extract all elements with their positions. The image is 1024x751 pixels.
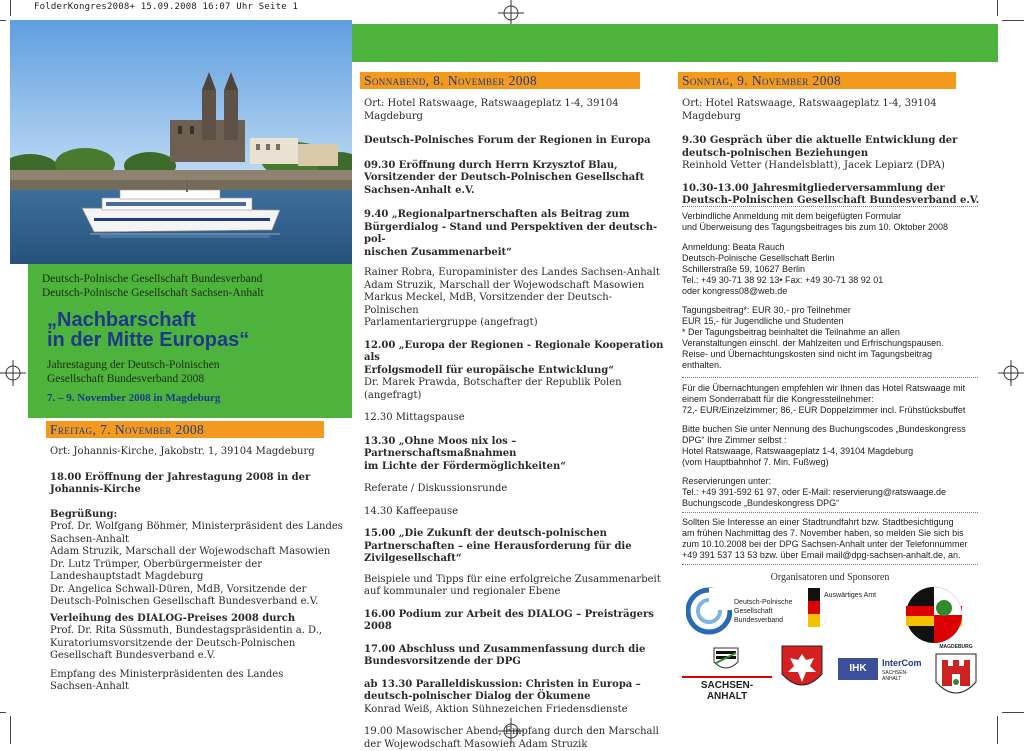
event-title: 15.00 „Die Zukunft der deutsch-polnischen Partnerschaften – eine Herausforderung für die Zivilgesellschaft“ <box>364 528 632 564</box>
logo-text: Bundesverband <box>734 617 784 624</box>
logo-text: SACHSEN-ANHALT <box>682 676 772 702</box>
title-panel <box>28 264 352 418</box>
fee-info: Tagungsbeitrag*: EUR 30,- pro Teilnehmer EUR 15,- für Jugendliche und Studenten * Der Tagungsbeitrag beinhaltet die Teilnahme an allen Veranstaltungen einschl. der Mahlzeiten und Erfrischungspausen. Reise- und Übernachtungskosten sind nicht im Tagungsbeitrag enthalten. <box>682 305 944 370</box>
event-title: 10.30-13.00 Jahresmitgliederversammlung der Deutsch-Polnischen Gesellschaft Bundesverband e.V. <box>682 182 980 206</box>
break-text: 14.30 Kaffeepause <box>364 505 459 517</box>
dpg-logo <box>686 586 806 640</box>
forum-title: Deutsch-Polnisches Forum der Regionen in Europa <box>364 135 651 146</box>
reception-text: Empfang des Ministerpräsidenten des Landes Sachsen-Anhalt <box>50 668 284 692</box>
magdeburg-logo <box>930 644 982 706</box>
reservation-info: Reservierungen unter: Tel.: +49 391-592 61 97, oder E-Mail: reservierung@ratswaage.de Buchungscode „Bundeskongress DPG“ <box>682 476 947 508</box>
registration-mark-icon <box>0 360 26 386</box>
coat-of-arms-icon <box>712 646 740 674</box>
divider <box>682 377 978 378</box>
dpg-swirl-icon <box>686 586 732 636</box>
greeting-title: Begrüßung: <box>50 508 118 520</box>
registration-note: Verbindliche Anmeldung mit dem beigefügten Formular und Überweisung des Tagungsbeitrages bis zum 10. Oktober 2008 <box>682 211 949 232</box>
crop-mark <box>10 0 11 16</box>
day-header-friday <box>46 421 324 438</box>
auswaertiges-amt-logo <box>808 588 898 638</box>
print-slug: FolderKongres2008+ 15.09.2008 16:07 Uhr Seite 1 <box>34 2 299 12</box>
day-header-label: Freitag, 7. November 2008 <box>50 422 205 437</box>
event-speakers: Dr. Marek Prawda, Botschafter der Republik Polen (angefragt) <box>364 377 622 401</box>
crop-mark <box>0 712 6 713</box>
magdeburg-cathedral-photo <box>10 20 352 264</box>
crop-mark <box>0 20 6 21</box>
magdeburg-coat-of-arms-icon <box>934 652 978 704</box>
crop-mark <box>997 716 998 744</box>
day-header-label: Sonntag, 9. November 2008 <box>682 73 842 88</box>
sachsen-anhalt-logo <box>680 646 772 702</box>
venue-text: Ort: Johannis-Kirche, Jakobstr. 1, 39104 Magdeburg <box>50 446 315 457</box>
logo-text: SACHSEN-ANHALT <box>882 670 908 682</box>
conference-subtitle <box>47 358 219 386</box>
logo-text: IHK <box>838 658 878 680</box>
registration-mark-icon <box>998 360 1024 386</box>
prize-title: Verleihung des DIALOG-Preises 2008 durch <box>50 612 296 624</box>
conference-dates: 7. – 9. November 2008 in Magdeburg <box>47 392 221 404</box>
title-line: „Nachbarschaft <box>47 309 196 331</box>
subtitle-line: Gesellschaft Bundesverband 2008 <box>47 373 205 385</box>
federal-eagle-icon <box>808 588 820 628</box>
registration-contact: Anmeldung: Beata Rauch Deutsch-Polnische Gesellschaft Berlin Schillerstraße 59, 10627 Berlin Tel.: +49 30-71 38 92 13• Fax: +49 30-71 38 92 01 oder kongress08@web.de <box>682 242 884 296</box>
event-speakers: Reinhold Vetter (Handelsblatt), Jacek Lepiarz (DPA) <box>682 160 945 171</box>
divider <box>682 564 978 565</box>
conference-title <box>47 310 249 350</box>
event-title: 17.00 Abschluss und Zusammenfassung durch die Bundesvorsitzende der DPG <box>364 643 646 667</box>
crop-mark <box>997 0 998 16</box>
organizer-line: Deutsch-Polnische Gesellschaft Sachsen-Anhalt <box>42 287 264 299</box>
event-speakers: Konrad Weiß, Aktion Sühnezeichen Friedensdienste <box>364 703 628 715</box>
event-title: 09.30 Eröffnung durch Herrn Krzysztof Blau, Vorsitzender der Deutsch-Polnischen Gesellschaft Sachsen-Anhalt e.V. <box>364 159 645 196</box>
logo-text: MAGDEBURG <box>939 644 973 650</box>
subtitle-line: Jahrestagung der Deutsch-Polnischen <box>47 359 220 371</box>
logo-text: Gesellschaft <box>734 608 773 615</box>
booking-info: Bitte buchen Sie unter Nennung des Buchungscodes „Bundeskongress DPG“ Ihre Zimmer selbst : Hotel Ratswaage, Ratswaageplatz 1-4, 39104 Magdeburg (vom Hauptbahnhof 7. Min. Fußweg) <box>682 424 966 467</box>
event-title: 12.00 „Europa der Regionen - Regionale Kooperation als Erfolgsmodell für europäische Entwicklung“ <box>364 339 664 376</box>
crop-mark <box>10 716 11 744</box>
break-text: 12.30 Mittagspause <box>364 412 465 423</box>
day-header-sunday <box>678 72 956 89</box>
venue-text: Ort: Hotel Ratswaage, Ratswaageplatz 1-4, 39104 Magdeburg <box>682 98 937 122</box>
sponsors-title: Organisatoren und Sponsoren <box>770 572 890 583</box>
registration-mark-icon <box>498 0 524 26</box>
event-subtitle: Referate / Diskussionsrunde <box>364 483 508 494</box>
event-title: 16.00 Podium zur Arbeit des DIALOG – Preisträgers 2008 <box>364 608 654 632</box>
event-speakers: Rainer Robra, Europaminister des Landes Sachsen-Anhalt Adam Struzik, Marschall der Wojewodschaft Masowien Markus Meckel, MdB, Vorsitzender der Deutsch-Polnischen Parlamentariergruppe (angefragt) <box>364 267 660 328</box>
day-header-saturday <box>360 72 640 89</box>
logo-text: InterCom <box>882 658 922 668</box>
divider <box>682 206 978 207</box>
logo-text: Deutsch-Polnische <box>734 599 793 606</box>
event-title: 13.30 „Ohne Moos nix los – Partnerschaftsmaßnahmen im Lichte der Fördermöglichkeiten“ <box>364 435 567 472</box>
crop-mark <box>1002 712 1024 713</box>
divider <box>682 512 978 513</box>
hotel-info: Für die Übernachtungen empfehlen wir Ihnen das Hotel Ratswaage mit einem Sonderrabatt für die Kongressteilnehmer: 72,- EUR/Einzelzimmer; 86,- EUR Doppelzimmer incl. Frühstücksbuffet <box>682 383 966 415</box>
venue-text: Ort: Hotel Ratswaage, Ratswaageplatz 1-4, 39104 Magdeburg <box>364 98 619 122</box>
dpg-sachsen-anhalt-flags-icon <box>904 586 966 644</box>
event-title: 18.00 Eröffnung der Jahrestagung 2008 in der Johannis-Kirche <box>50 471 311 495</box>
day-header-label: Sonnabend, 8. November 2008 <box>364 73 538 88</box>
city-tour-info: Sollten Sie Interesse an einer Stadtrundfahrt bzw. Stadtbesichtigung am frühen Nachmittag des 7. November haben, so melden Sie sich bis zum 10.10.2008 bei der DPG Sachsen-Anhalt unter der Telefonnummer +49 391 537 13 53 bzw. über Email mail@dpg-sachsen-anhalt.de, an. <box>682 517 968 560</box>
event-title: 9.40 „Regionalpartnerschaften als Beitrag zum Bürgerdialog - Stand und Perspektiven der deutsch-pol- nischen Zusammenarbeit“ <box>364 209 658 258</box>
organizer-line: Deutsch-Polnische Gesellschaft Bundesverband <box>42 273 263 285</box>
ihk-intercom-logo <box>836 652 926 688</box>
green-header-band <box>352 24 998 62</box>
event-title: 19.00 Masowischer Abend, Empfang durch den Marschall der Wojewodschaft Masowien Adam Struzik <box>364 726 659 750</box>
prize-speaker: Prof. Dr. Rita Süssmuth, Bundestagspräsidentin a. D., Kuratoriumsvorsitzende der Deutsch-Polnischen Gesellschaft Bundesverband e.V. <box>50 625 323 661</box>
greeting-speakers: Prof. Dr. Wolfgang Böhmer, Ministerpräsident des Landes Sachsen-Anhalt Adam Struzik, Marschall der Wojewodschaft Masowien Dr. Lutz Trümper, Oberbürgermeister der Landeshauptstadt Magdeburg Dr. Angelica Schwall-Düren, MdB, Vorsitzende der Deutsch-Polnischen Gesellschaft Bundesverband e.V. <box>50 521 343 607</box>
event-title: ab 13.30 Paralleldiskussion: Christen in Europa – deutsch-polnischer Dialog der Ökumene <box>364 678 641 702</box>
event-title: 9.30 Gespräch über die aktuelle Entwicklung der deutsch-polnischen Beziehungen <box>682 135 958 159</box>
crop-mark <box>1002 20 1024 21</box>
event-subtitle: Beispiele und Tipps für eine erfolgreiche Zusammenarbeit auf kommunaler und regionaler Ebene <box>364 573 661 597</box>
masovia-eagle-icon <box>776 644 828 696</box>
logo-text: Auswärtiges Amt <box>824 592 877 599</box>
title-line: in der Mitte Europas“ <box>47 329 250 351</box>
